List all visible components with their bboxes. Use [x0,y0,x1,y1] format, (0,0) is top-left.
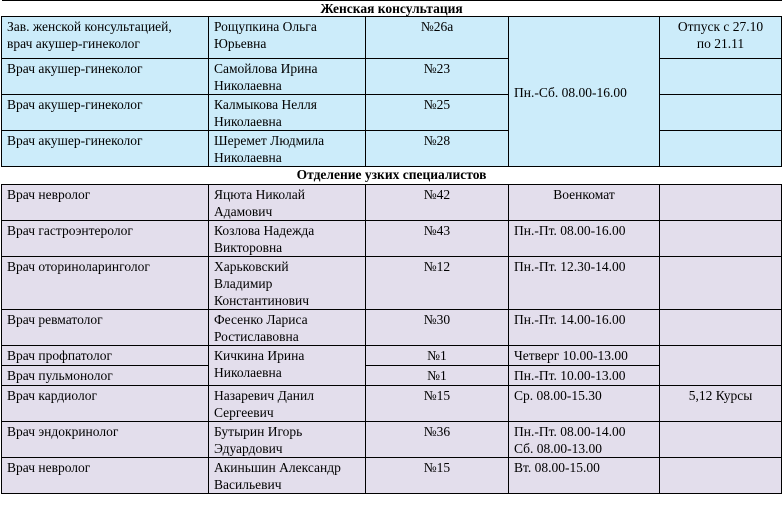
doctor-name-cell: Самойлова Ирина Николаевна [214,61,318,93]
schedule-cell: Военкомат [509,185,660,221]
doctor-name-cell: Яцюта Николай Адамович [214,187,305,219]
room-cell: №30 [366,310,509,346]
schedule-cell: Пн.-Пт. 12.30-14.00 [509,257,660,310]
note-cell [660,59,782,95]
note-cell [660,422,782,458]
doctor-name-cell: Кичкина Ирина Николаевна [214,348,305,380]
note-cell [660,310,782,346]
note-cell: 5,12 Курсы [660,386,782,422]
table-row [2,346,782,366]
room-cell: №26а [366,17,509,59]
doctor-name-cell: Бутырин Игорь Эдуардович [214,424,303,456]
table-row [2,59,782,95]
table-row [2,422,782,458]
doctor-name-cell: Рощупкина Ольга Юрьевна [214,19,317,51]
room-cell: №15 [366,386,509,422]
table-row [2,131,782,167]
room-cell: №42 [366,185,509,221]
schedule-table [1,0,782,494]
room-cell: №1 [366,366,509,386]
room-cell: №12 [366,257,509,310]
schedule-cell: Четверг 10.00-13.00 [509,346,660,366]
section-title: Женская консультация [2,1,782,17]
position-cell: Врач оториноларинголог [2,257,209,310]
schedule-cell: Пн.-Пт. 08.00-16.00 [509,221,660,257]
doctor-name-cell: Шеремет Людмила Николаевна [214,133,325,165]
position-cell: Врач кардиолог [2,386,209,422]
section-header-womens-clinic [2,1,782,17]
note-cell: Отпуск с 27.10 по 21.11 [677,19,764,51]
schedule-cell: Вт. 08.00-15.00 [509,458,660,494]
note-cell [660,221,782,257]
note-cell [660,346,782,386]
room-cell: №15 [366,458,509,494]
table-row [2,185,782,221]
room-cell: №43 [366,221,509,257]
position-cell: Врач профпатолог [2,346,209,366]
doctor-name-cell: Козлова Надежда Викторовна [214,223,315,255]
doctor-name-cell: Назаревич Данил Сергеевич [214,388,314,420]
position-cell: Зав. женской консультацией, врач акушер-гинеколог [7,19,172,51]
room-cell: №28 [366,131,509,167]
table-row [2,386,782,422]
table-row [2,95,782,131]
position-cell: Врач ревматолог [2,310,209,346]
section-header-specialists [2,167,782,185]
table-row [2,17,782,59]
schedule-cell: Ср. 08.00-15.30 [509,386,660,422]
schedule-cell: Пн.-Пт. 14.00-16.00 [509,310,660,346]
room-cell: №36 [366,422,509,458]
room-cell: №1 [366,346,509,366]
doctor-name-cell: Фесенко Лариса Ростиславовна [214,312,308,344]
doctor-name-cell: Акиньшин Александр Васильевич [214,460,341,492]
room-cell: №25 [366,95,509,131]
schedule-cell: Пн.-Пт. 08.00-14.00 Сб. 08.00-13.00 [514,424,626,456]
schedule-cell: Пн.-Пт. 10.00-13.00 [509,366,660,386]
note-cell [660,458,782,494]
table-row [2,257,782,310]
position-cell: Врач невролог [2,185,209,221]
position-cell: Врач пульмонолог [2,366,209,386]
doctor-name-cell: Калмыкова Нелля Николаевна [214,97,317,129]
table-row [2,221,782,257]
note-cell [660,185,782,221]
note-cell [660,257,782,310]
table-row [2,310,782,346]
position-cell: Врач акушер-гинеколог [2,131,209,167]
note-cell [660,131,782,167]
shared-schedule-cell: Пн.-Сб. 08.00-16.00 [509,17,660,167]
position-cell: Врач эндокринолог [2,422,209,458]
position-cell: Врач акушер-гинеколог [2,95,209,131]
section-title: Отделение узких специалистов [2,167,782,185]
note-cell [660,95,782,131]
room-cell: №23 [366,59,509,95]
position-cell: Врач гастроэнтеролог [2,221,209,257]
doctor-name-cell: Харьковский Владимир Константинович [214,259,310,308]
position-cell: Врач невролог [2,458,209,494]
position-cell: Врач акушер-гинеколог [2,59,209,95]
table-row [2,458,782,494]
